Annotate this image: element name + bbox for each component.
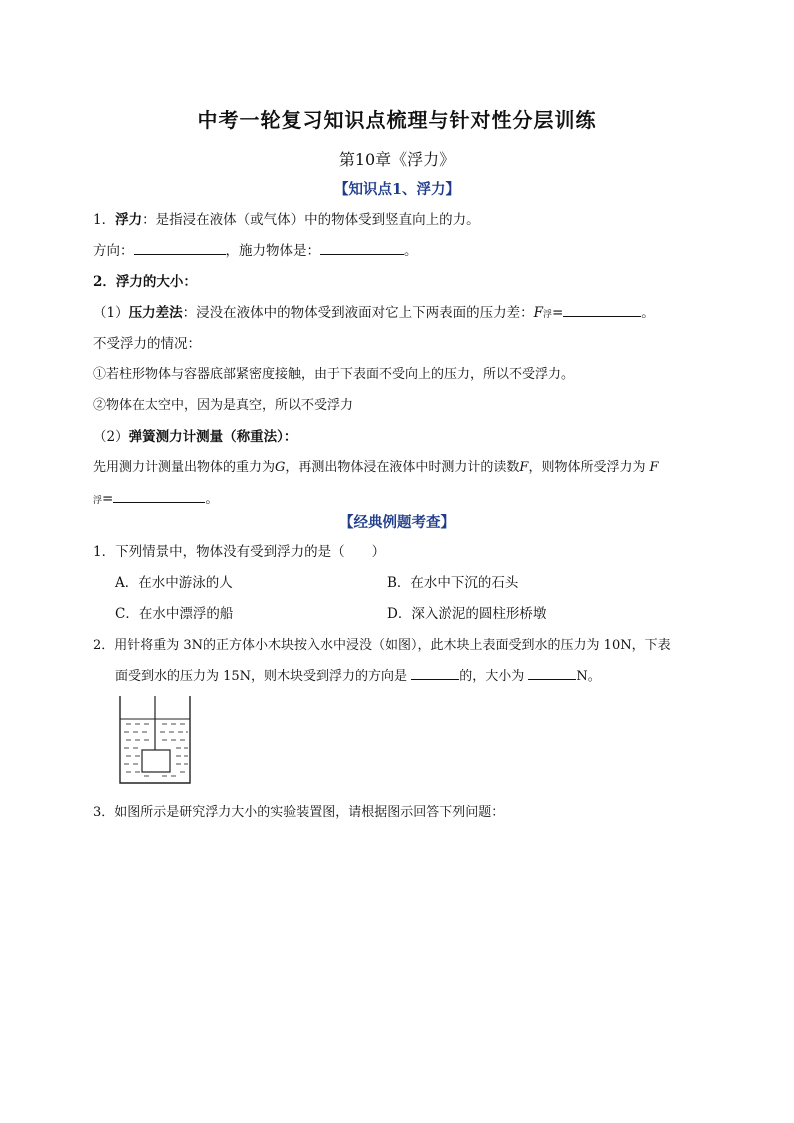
q2-direction-blank[interactable] xyxy=(411,665,459,680)
no-buoyancy-case-2: ②物体在太空中，因为是真空，所以不受浮力 xyxy=(93,398,354,413)
chapter-title: 第10章《浮力》 xyxy=(338,150,456,169)
container-figure xyxy=(118,694,194,786)
weighing-method-text: 先用测力计测量出物体的重力为G，再测出物体浸在液体中时测力计的读数F，则物体所受浮力为 F xyxy=(93,460,659,475)
pressure-difference-method: （1）压力差法：浸没在液体中的物体受到液面对它上下两表面的压力差：F浮= 。 xyxy=(93,301,655,321)
q3-stem: 3．如图所示是研究浮力大小的实验装置图，请根据图示回答下列问题： xyxy=(93,805,505,820)
q2-stem-line1: 2．用针将重为 3N的正方体小木块按入水中浸没（如图），此木块上表面受到水的压力为 10N，下表 xyxy=(93,638,671,653)
direction-blank[interactable] xyxy=(134,240,226,255)
pressure-diff-blank[interactable] xyxy=(563,302,641,317)
weighing-method-heading: （2）弹簧测力计测量（称重法）： xyxy=(93,429,298,445)
weighing-method-answer: 浮= 。 xyxy=(93,487,219,507)
wooden-block xyxy=(142,750,170,772)
no-buoyancy-title: 不受浮力的情况： xyxy=(93,336,201,352)
kp1-direction-line: 方向： ，施力物体是： 。 xyxy=(93,239,418,259)
q1-option-c[interactable]: C．在水中漂浮的船 xyxy=(115,606,234,622)
q1-stem: 1．下列情景中，物体没有受到浮力的是（ ） xyxy=(93,544,386,560)
no-buoyancy-case-1: ①若柱形物体与容器底部紧密度接触，由于下表面不受向上的压力，所以不受浮力。 xyxy=(93,367,575,382)
exerter-blank[interactable] xyxy=(320,240,404,255)
section-heading-knowledge-point: 【知识点1、浮力】 xyxy=(333,181,461,198)
q2-stem-line2: 面受到水的压力为 15N，则木块受到浮力的方向是 的，大小为 N。 xyxy=(115,665,601,684)
kp1-definition: 1．浮力：是指浸在液体（或气体）中的物体受到竖直向上的力。 xyxy=(93,212,480,228)
q1-option-a[interactable]: A．在水中游泳的人 xyxy=(115,575,233,591)
kp2-heading: 2．浮力的大小： xyxy=(93,274,197,290)
q2-magnitude-blank[interactable] xyxy=(528,665,576,680)
section-heading-examples: 【经典例题考查】 xyxy=(339,514,455,531)
page-title: 中考一轮复习知识点梳理与针对性分层训练 xyxy=(197,108,597,132)
weighing-blank[interactable] xyxy=(113,488,205,503)
q1-option-d[interactable]: D．深入淤泥的圆柱形桥墩 xyxy=(387,606,547,622)
q1-option-b[interactable]: B．在水中下沉的石头 xyxy=(387,575,519,591)
